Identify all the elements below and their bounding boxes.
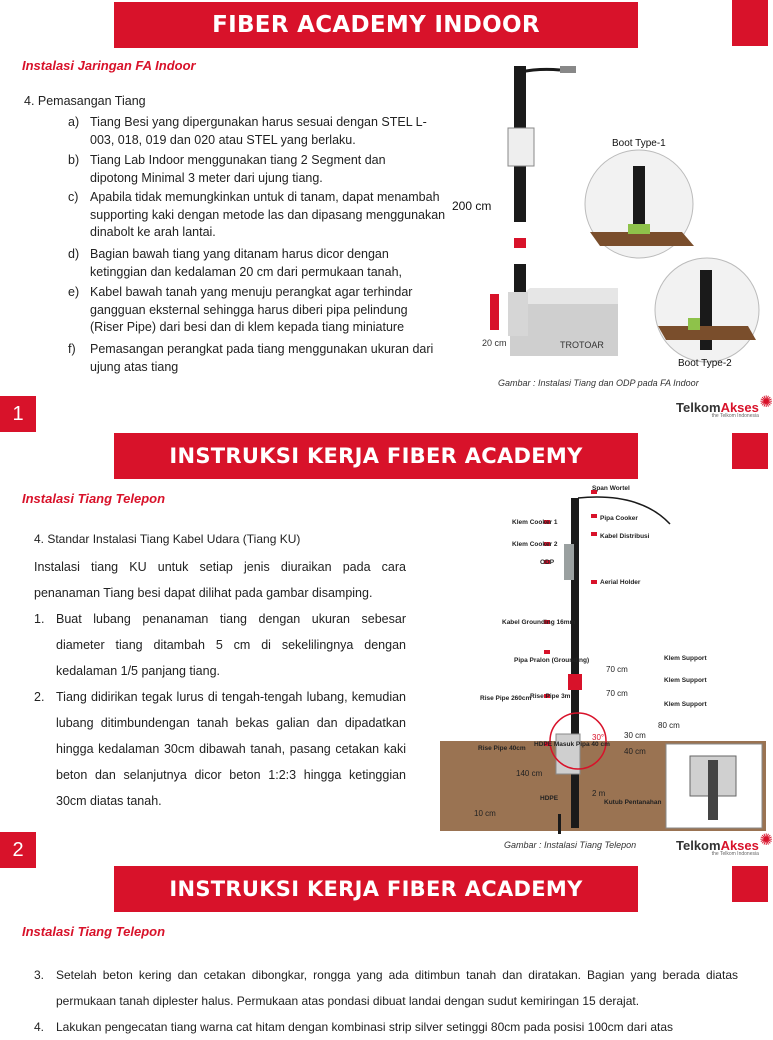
boot2-bracket: [688, 318, 700, 330]
logo-star-icon: ✺: [759, 394, 773, 411]
riser-pipe: [508, 292, 528, 336]
klem-support-label: Klem Support: [664, 677, 707, 684]
logo-star-icon: ✺: [759, 832, 773, 849]
kabel-dist-label: Kabel Distribusi: [600, 533, 650, 540]
dim-10: 10 cm: [474, 809, 496, 818]
foundation: [556, 734, 580, 774]
slide3-corner-mark: [732, 866, 768, 902]
dim-30: 30 cm: [624, 731, 646, 740]
boot1-label: Boot Type-1: [612, 138, 666, 149]
pole-arm: [520, 69, 560, 72]
pole-stripe: [514, 248, 526, 264]
dim-140: 140 cm: [516, 769, 543, 778]
hdpe-label: HDPE: [540, 795, 559, 802]
slide1-subtitle: Instalasi Jaringan FA Indoor: [22, 58, 196, 73]
pole-stripe-red: [514, 238, 526, 248]
klem-support-label: Klem Support: [664, 655, 707, 662]
slide3-title: INSTRUKSI KERJA FIBER ACADEMY OUTDOOR: [114, 866, 638, 912]
slide2-logo: TelkomAkses the Telkom Indonesia ✺: [676, 832, 773, 857]
pole-detail: [708, 760, 718, 820]
dim-70a: 70 cm: [606, 665, 628, 674]
dim-40: 40 cm: [624, 747, 646, 756]
slide2-subtitle: Instalasi Tiang Telepon: [22, 491, 166, 506]
dim-80: 80 cm: [658, 721, 680, 730]
marker: [591, 514, 597, 518]
klem1-label: Klem Cooker 1: [512, 519, 558, 526]
slide1-corner-mark: [732, 0, 768, 46]
slide2-corner-mark: [732, 433, 768, 469]
trotoar-label: TROTOAR: [560, 340, 604, 350]
marker: [591, 532, 597, 536]
slide1-heading: 4. Pemasangan Tiang: [24, 94, 146, 108]
slide1-logo: TelkomAkses the Telkom Indonesia ✺: [676, 394, 773, 419]
height-label: 200 cm: [452, 199, 492, 213]
dim-2m: 2 m: [592, 789, 606, 798]
boot2-label: Boot Type-2: [678, 358, 732, 369]
span-label: Span Wortel: [592, 485, 630, 492]
slide1-title: FIBER ACADEMY INDOOR: [114, 2, 638, 48]
slide1-caption: Gambar : Instalasi Tiang dan ODP pada FA Indoor: [498, 378, 699, 388]
boot1-pole: [633, 166, 645, 230]
hdpe-masuk-label: HDPE Masuk Pipa 40 cm: [534, 741, 610, 748]
kutub-label: Kutub Pentanahan: [604, 799, 662, 806]
marker: [544, 650, 550, 654]
angle-label: 30°: [592, 733, 605, 742]
grounding-label: Kabel Grounding 16mm: [502, 619, 576, 626]
slide2-title: INSTRUKSI KERJA FIBER ACADEMY OUTDOOR: [114, 433, 638, 479]
odp-box: [508, 128, 534, 166]
odp-box: [564, 544, 574, 580]
slide3-subtitle: Instalasi Tiang Telepon: [22, 924, 166, 939]
dim-70b: 70 cm: [606, 689, 628, 698]
slide2-intro: Instalasi tiang KU untuk setiap jenis diuraikan pada cara penanaman Tiang besi dapat dilihat pada gambar disamping.: [34, 560, 406, 600]
pole-stripe-red: [568, 674, 582, 690]
rise-pipe-3m-label: Rise Pipe 3m: [530, 693, 571, 700]
boot2-floor: [658, 326, 756, 340]
slide1-page-number: 1: [0, 396, 36, 432]
grounding-rod: [558, 814, 561, 834]
boot1-floor: [590, 232, 694, 246]
pole-stripe: [514, 222, 526, 238]
lamp-head: [560, 66, 576, 73]
slide2-pole-figure: [440, 484, 766, 834]
boot1-bracket: [628, 224, 650, 234]
slide1-pole-figure: [450, 56, 760, 376]
aerial-label: Aerial Holder: [600, 579, 641, 586]
depth-marker: [490, 294, 499, 330]
depth-label: 20 cm: [482, 338, 507, 348]
pipa-cooker-label: Pipa Cooker: [600, 515, 638, 522]
pipa-pralon-label: Pipa Pralon (Grounding): [514, 657, 590, 664]
rise-pipe-260-label: Rise Pipe 260cm: [480, 695, 532, 702]
klem-support-label: Klem Support: [664, 701, 707, 708]
slide2-heading: 4. Standar Instalasi Tiang Kabel Udara (Tiang KU): [34, 532, 301, 546]
rise-pipe-40-label: Rise Pipe 40cm: [478, 745, 526, 752]
marker: [591, 580, 597, 584]
slide2-page-number: 2: [0, 832, 36, 868]
odp-label: ODP: [540, 559, 555, 566]
slide2-caption: Gambar : Instalasi Tiang Telepon: [504, 840, 637, 850]
klem2-label: Klem Cooker 2: [512, 541, 558, 548]
